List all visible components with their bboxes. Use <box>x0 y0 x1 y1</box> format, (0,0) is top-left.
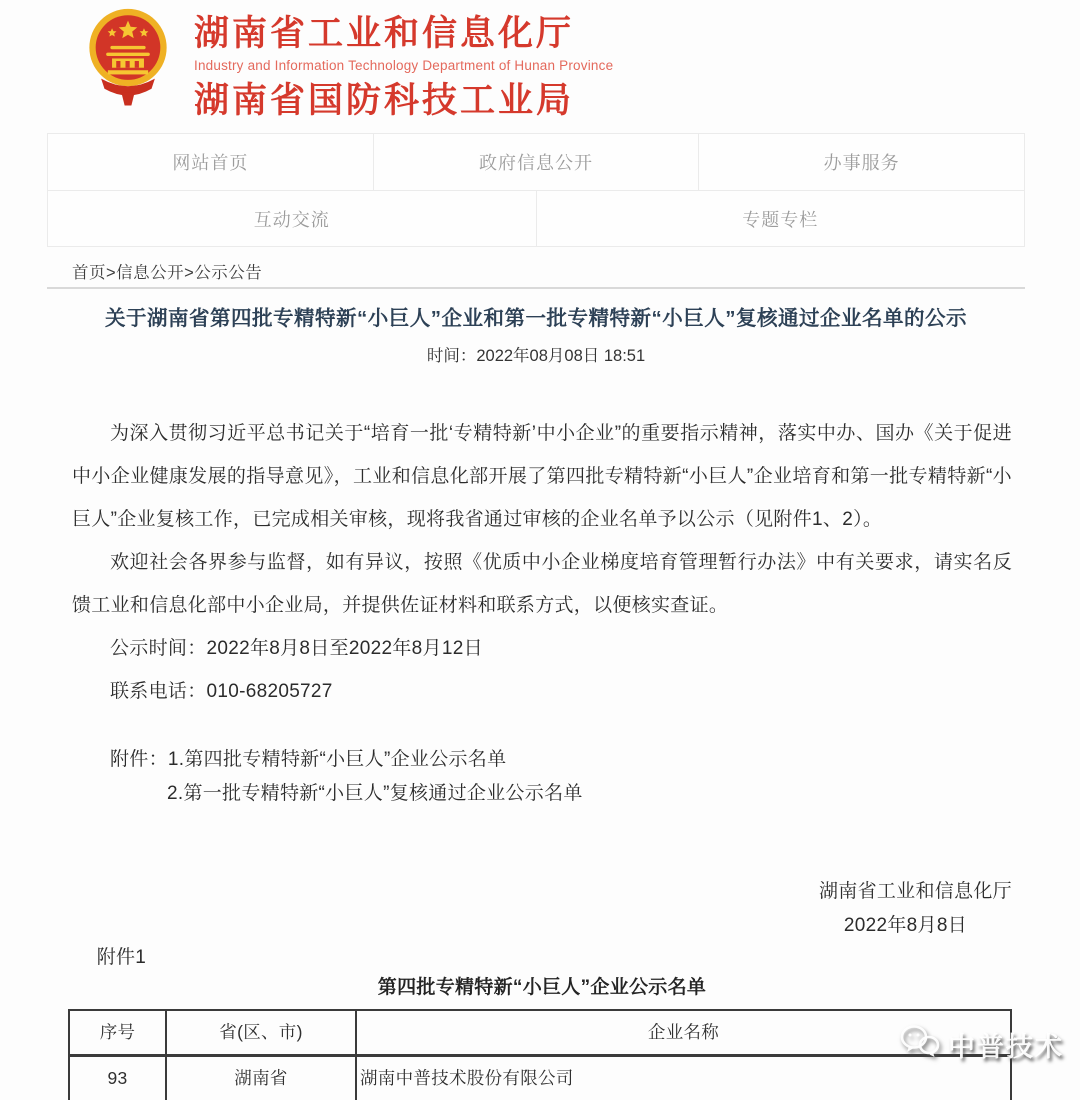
watermark-text: 中普技术 <box>948 1032 1064 1062</box>
nav-item-home[interactable]: 网站首页 <box>172 153 249 173</box>
paragraph-1: 为深入贯彻习近平总书记关于“培育一批‘专精特新’中小企业”的重要指示精神，落实中办、国办《关于促进中小企业健康发展的指导意见》，工业和信息化部开展了第四批专精特新“小巨人”企业培育和第一批专精特新“小巨人”企业复核工作，已完成相关审核，现将我省通过审核的企业名单予以公示（见附件1、2）。 <box>72 423 1012 530</box>
enterprise-list-table <box>68 1009 1012 1100</box>
paragraph-2: 欢迎社会各界参与监督，如有异议，按照《优质中小企业梯度培育管理暂行办法》中有关要求，请实名反馈工业和信息化部中小企业局，并提供佐证材料和联系方式，以便核实查证。 <box>72 552 1012 616</box>
signature-block <box>72 875 1012 943</box>
china-national-emblem-icon <box>86 8 170 114</box>
cell-serial: 93 <box>69 1056 166 1100</box>
nav-row-2 <box>48 190 1024 246</box>
main-nav <box>47 133 1025 247</box>
attachment1-label: 附件1 <box>96 947 147 968</box>
article-timestamp: 时间：2022年08月08日 18:51 <box>426 347 646 365</box>
nav-row-1 <box>48 134 1024 190</box>
org-name-secondary: 湖南省国防科技工业局 <box>194 81 575 120</box>
nav-item-special-topics[interactable]: 专题专栏 <box>536 191 1025 246</box>
attachment-item-2: 2.第一批专精特新“小巨人”复核通过企业公示名单 <box>167 783 583 804</box>
nav-item-gov-info[interactable]: 政府信息公开 <box>373 134 699 190</box>
signature-organization: 湖南省工业和信息化厅 <box>818 881 1012 902</box>
contact-phone: 联系电话：010-68205727 <box>110 681 333 702</box>
attachments-list <box>72 743 1012 811</box>
attachment-item-1: 附件：1.第四批专精特新“小巨人”企业公示名单 <box>110 749 507 770</box>
org-name-english: Industry and Information Technology Department of Hunan Province <box>194 58 614 73</box>
site-header <box>86 8 613 123</box>
publicity-period: 公示时间：2022年8月8日至2022年8月12日 <box>110 638 483 659</box>
breadcrumb[interactable]: 首页>信息公开>公示公告 <box>72 264 263 282</box>
signature-date: 2022年8月8日 <box>843 915 967 936</box>
org-name-primary: 湖南省工业和信息化厅 <box>194 14 575 53</box>
column-header-province: 省(区、市) <box>166 1010 356 1056</box>
article-body <box>72 412 1012 1100</box>
cell-enterprise: 湖南中普技术股份有限公司 <box>356 1056 1011 1100</box>
article-title: 关于湖南省第四批专精特新“小巨人”企业和第一批专精特新“小巨人”复核通过企业名单的公示 <box>105 307 967 330</box>
table-row <box>69 1056 1011 1100</box>
site-header-text <box>194 8 613 123</box>
nav-item-services[interactable]: 办事服务 <box>698 134 1024 190</box>
cell-province: 湖南省 <box>166 1056 356 1100</box>
table-header-row <box>69 1010 1011 1056</box>
breadcrumb-divider <box>47 287 1025 289</box>
column-header-enterprise: 企业名称 <box>356 1010 1011 1056</box>
attachment1-table-title: 第四批专精特新“小巨人”企业公示名单 <box>377 977 707 998</box>
nav-item-interaction[interactable]: 互动交流 <box>253 209 330 230</box>
column-header-serial: 序号 <box>69 1010 166 1056</box>
